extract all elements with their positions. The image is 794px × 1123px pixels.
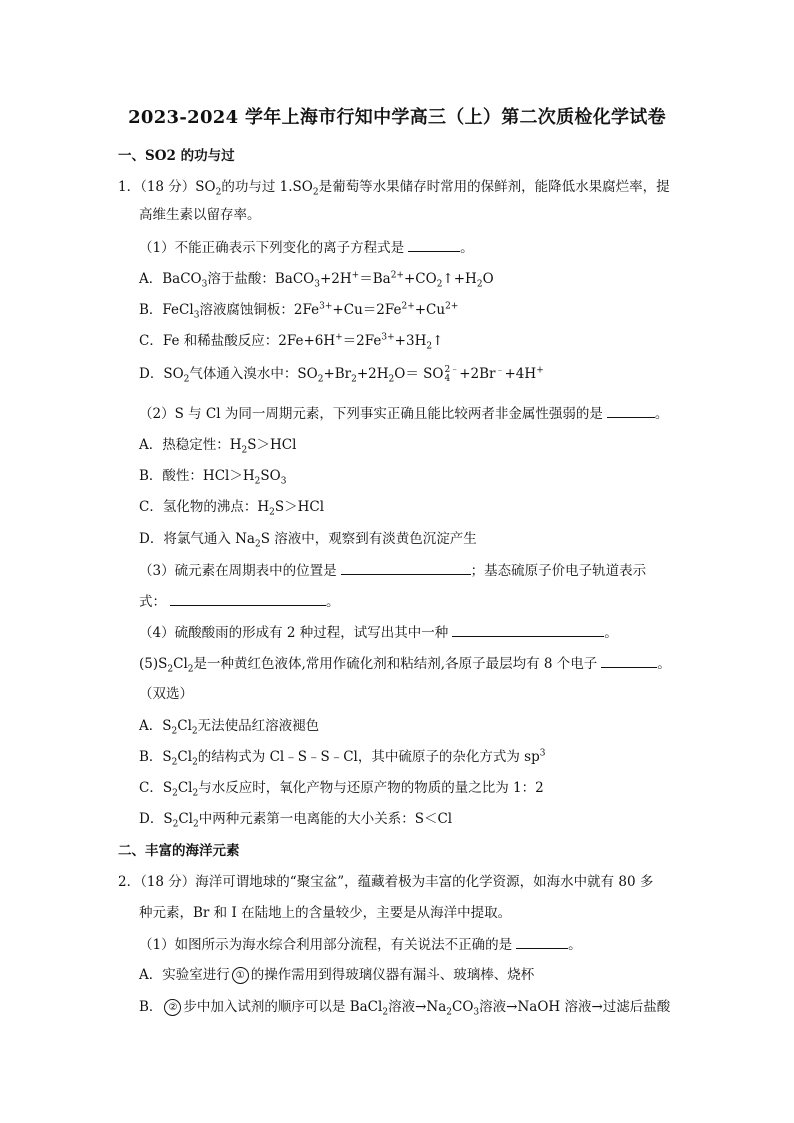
section-heading-1: 一、SO2 的功与过 (118, 148, 235, 164)
answer-blank[interactable] (170, 591, 326, 606)
q2-sub1: （1）如图所示为海水综合利用部分流程，有关说法不正确的是 。 (139, 934, 582, 955)
q1-sub1: （1）不能正确表示下列变化的离子方程式是 。 (139, 237, 474, 258)
sulfate-charge: 2﹣ 4 (444, 364, 460, 384)
q1-sub5-option-c: C．$S_2Cl_2$与水反应时，氧化产物与还原产物的物质的量之比为 1：2 (139, 780, 544, 799)
q1-option-d: D．$SO_2$气体通入溴水中：$SO_2+Br_2+2H_2O=$ SO 2﹣ 4 +2Br﹣+4H+ (139, 364, 544, 385)
answer-blank[interactable] (516, 934, 568, 949)
q1-sub2-option-d: D．将氯气通入 $Na_2S$ 溶液中，观察到有淡黄色沉淀产生 (139, 531, 477, 550)
answer-blank[interactable] (408, 237, 460, 252)
q1-sub2-option-a: A．热稳定性：$H_2S>HCl$ (139, 437, 297, 456)
circled-two: ② (164, 999, 181, 1016)
section-heading-2: 二、丰富的海洋元素 (118, 843, 240, 859)
q2-option-a: A．实验室进行 ① 的操作需用到得玻璃仪器有漏斗、玻璃棒、烧杯 (139, 967, 535, 983)
q1-sub2: （2）S 与 Cl 为同一周期元素，下列事实正确且能比较两者非金属性强弱的是 。 (139, 403, 668, 424)
q2-stem-line2: 种元素，Br 和 I 在陆地上的含量较少，主要是从海洋中提取。 (139, 905, 512, 921)
answer-blank[interactable] (452, 622, 604, 637)
q1-sub2-option-c: C．氢化物的沸点：$H_2S>HCl$ (139, 499, 325, 518)
page-title: 2023-2024 学年上海市行知中学高三（上）第二次质检化学试卷 (128, 107, 666, 128)
q1-sub5: $(5)S_2Cl_2$是一种黄红色液体,常用作硫化剂和粘结剂,各原子最层均有 8 个电子 。 (139, 653, 671, 674)
q1-sub4: （4）硫酸酸雨的形成有 2 种过程，试写出其中一种 。 (139, 622, 618, 643)
q1-stem-line1: 1．（18 分）$SO_2$的功与过 $1.SO_2$是葡萄等水果储存时常用的保鲜剂，能降低水果腐烂率，提 (118, 179, 670, 198)
q1-sub5-option-d: D．$S_2Cl_2$中两种元素第一电离能的大小关系：S＜Cl (139, 811, 453, 830)
q1-option-a: A．BaCO$_3$溶于盐酸：$BaCO_3+2H^+=Ba^{2+}+CO_2↑+H_2O$ (139, 270, 494, 290)
q1-sub5-option-a: A．$S_2Cl_2$无法使品红溶液褪色 (139, 718, 320, 737)
q1-sub5-option-b: B．$S_2Cl_2$的结构式为 Cl﹣S﹣S﹣Cl，其中硫原子的杂化方式为 $sp^3$ (139, 748, 546, 768)
q2-option-b: B． ② 步中加入试剂的顺序可以是 BaCl$_2$溶液$\to Na_2CO_3$溶液→NaOH 溶液→过滤后盐酸 (139, 999, 671, 1018)
q1-sub5-note: （双选） (139, 686, 193, 702)
answer-blank[interactable] (341, 560, 471, 575)
q2-stem-line1: 2．（18 分）海洋可谓地球的“聚宝盆”，蕴藏着极为丰富的化学资源，如海水中就有 80 多 (118, 874, 654, 890)
q1-option-c: C．Fe 和稀盐酸反应：$2Fe+6H^+=2Fe^{3+}+3H_2↑$ (139, 332, 444, 352)
answer-blank[interactable] (607, 403, 655, 418)
q1-stem-line2: 高维生素以留存率。 (139, 207, 261, 223)
circled-one: ① (232, 967, 249, 984)
answer-blank[interactable] (601, 653, 657, 668)
q1-sub2-option-b: B．酸性：$HCl>H_2SO_3$ (139, 468, 287, 487)
q1-sub3-line2: 式： 。 (139, 591, 340, 612)
q1-option-b: B．FeCl$_3$溶液腐蚀铜板：$2Fe^{3+}+Cu=2Fe^{2+}+Cu^{2+}$ (139, 301, 459, 321)
q1-sub3: （3）硫元素在周期表中的位置是 ；基态硫原子价电子轨道表示 (139, 560, 646, 581)
